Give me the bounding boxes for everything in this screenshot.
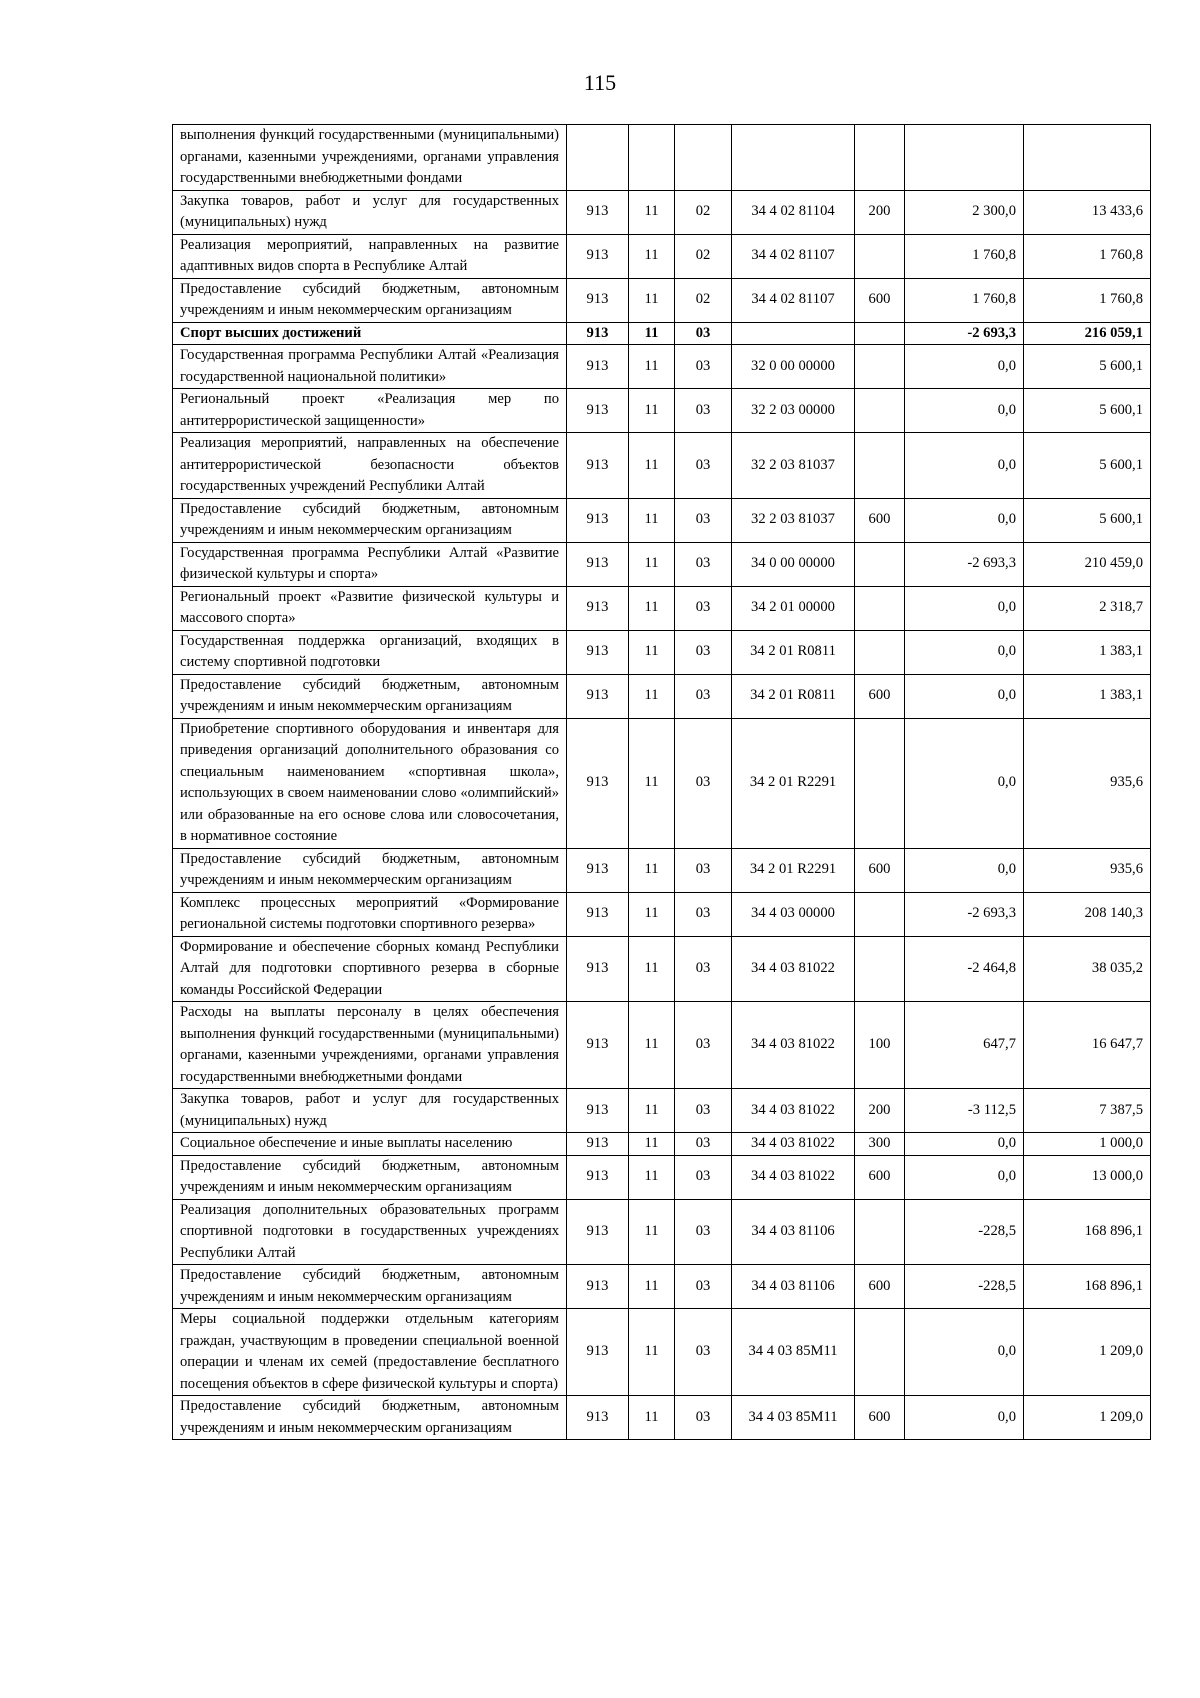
- subsection-code-cell: 03: [675, 345, 732, 389]
- total-amount-cell: 1 383,1: [1024, 630, 1151, 674]
- total-amount-cell: 13 000,0: [1024, 1155, 1151, 1199]
- expense-type-cell: [855, 718, 905, 848]
- target-article-cell: 34 4 03 81022: [732, 1133, 855, 1156]
- expense-type-cell: 600: [855, 1396, 905, 1440]
- change-amount-cell: 0,0: [905, 1133, 1024, 1156]
- subsection-code-cell: 03: [675, 630, 732, 674]
- section-code-cell: 11: [629, 498, 675, 542]
- table-row: [173, 389, 1151, 433]
- department-code-cell: 913: [567, 322, 629, 345]
- expense-type-cell: 600: [855, 278, 905, 322]
- table-row: [173, 936, 1151, 1002]
- subsection-code-cell: 03: [675, 1133, 732, 1156]
- department-code-cell: 913: [567, 389, 629, 433]
- target-article-cell: 34 2 01 R2291: [732, 848, 855, 892]
- table-row: [173, 1155, 1151, 1199]
- change-amount-cell: 1 760,8: [905, 278, 1024, 322]
- target-article-cell: 34 4 03 81022: [732, 1002, 855, 1089]
- expense-type-cell: 100: [855, 1002, 905, 1089]
- subsection-code-cell: 03: [675, 322, 732, 345]
- total-amount-cell: 935,6: [1024, 848, 1151, 892]
- section-code-cell: 11: [629, 892, 675, 936]
- section-code-cell: 11: [629, 190, 675, 234]
- subsection-code-cell: 03: [675, 936, 732, 1002]
- section-code-cell: 11: [629, 389, 675, 433]
- target-article-cell: 34 4 03 85M11: [732, 1309, 855, 1396]
- table-row: [173, 586, 1151, 630]
- target-article-cell: 34 4 03 81022: [732, 1155, 855, 1199]
- section-code-cell: 11: [629, 1396, 675, 1440]
- subsection-code-cell: 02: [675, 234, 732, 278]
- department-code-cell: 913: [567, 674, 629, 718]
- expense-name-cell: Реализация дополнительных образовательных программ спортивной подготовки в государственных учреждениях Республики Алтай: [173, 1199, 567, 1265]
- expense-type-cell: [855, 345, 905, 389]
- total-amount-cell: 1 209,0: [1024, 1396, 1151, 1440]
- expense-name-cell: Приобретение спортивного оборудования и инвентаря для приведения организаций дополнительного образования со специальным наименованием «спортивная школа», использующих в своем наименовании слово «олимпийский» или образованные на его основе слова или словосочетания, в нормативное состояние: [173, 718, 567, 848]
- table-row: [173, 1265, 1151, 1309]
- table-row: [173, 1002, 1151, 1089]
- total-amount-cell: 1 760,8: [1024, 234, 1151, 278]
- target-article-cell: 34 0 00 00000: [732, 542, 855, 586]
- table-row: [173, 1309, 1151, 1396]
- section-code-cell: 11: [629, 630, 675, 674]
- department-code-cell: 913: [567, 1089, 629, 1133]
- expense-name-cell: Социальное обеспечение и иные выплаты населению: [173, 1133, 567, 1156]
- subsection-code-cell: 03: [675, 1155, 732, 1199]
- change-amount-cell: -2 693,3: [905, 542, 1024, 586]
- total-amount-cell: 1 000,0: [1024, 1133, 1151, 1156]
- department-code-cell: 913: [567, 1155, 629, 1199]
- expense-name-cell: Предоставление субсидий бюджетным, автономным учреждениям и иным некоммерческим организациям: [173, 674, 567, 718]
- total-amount-cell: 1 209,0: [1024, 1309, 1151, 1396]
- change-amount-cell: 0,0: [905, 433, 1024, 499]
- target-article-cell: 34 2 01 R0811: [732, 674, 855, 718]
- total-amount-cell: 1 760,8: [1024, 278, 1151, 322]
- page-number: 115: [583, 70, 617, 95]
- department-code-cell: 913: [567, 1396, 629, 1440]
- target-article-cell: 34 4 03 81022: [732, 936, 855, 1002]
- section-code-cell: 11: [629, 542, 675, 586]
- change-amount-cell: 0,0: [905, 345, 1024, 389]
- total-amount-cell: 168 896,1: [1024, 1265, 1151, 1309]
- department-code-cell: 913: [567, 586, 629, 630]
- expense-type-cell: 200: [855, 1089, 905, 1133]
- table-row: [173, 848, 1151, 892]
- subsection-code-cell: 03: [675, 848, 732, 892]
- target-article-cell: 34 4 03 81022: [732, 1089, 855, 1133]
- change-amount-cell: [905, 125, 1024, 191]
- expense-name-cell: выполнения функций государственными (муниципальными) органами, казенными учреждениями, органами управления государственными внебюджетными фондами: [173, 125, 567, 191]
- expense-type-cell: 300: [855, 1133, 905, 1156]
- target-article-cell: 32 2 03 00000: [732, 389, 855, 433]
- expense-name-cell: Предоставление субсидий бюджетным, автономным учреждениям и иным некоммерческим организациям: [173, 1265, 567, 1309]
- department-code-cell: 913: [567, 936, 629, 1002]
- change-amount-cell: 647,7: [905, 1002, 1024, 1089]
- table-row: [173, 1089, 1151, 1133]
- department-code-cell: 913: [567, 1199, 629, 1265]
- total-amount-cell: 5 600,1: [1024, 498, 1151, 542]
- total-amount-cell: [1024, 125, 1151, 191]
- expense-name-cell: Спорт высших достижений: [173, 322, 567, 345]
- expense-type-cell: 600: [855, 1155, 905, 1199]
- section-code-cell: 11: [629, 936, 675, 1002]
- target-article-cell: 34 4 03 81106: [732, 1199, 855, 1265]
- subsection-code-cell: 03: [675, 718, 732, 848]
- subsection-code-cell: 03: [675, 1309, 732, 1396]
- department-code-cell: 913: [567, 892, 629, 936]
- section-code-cell: 11: [629, 234, 675, 278]
- section-code-cell: 11: [629, 1155, 675, 1199]
- expense-name-cell: Формирование и обеспечение сборных команд Республики Алтай для подготовки спортивного резерва в сборные команды Российской Федерации: [173, 936, 567, 1002]
- table-row: [173, 892, 1151, 936]
- department-code-cell: 913: [567, 848, 629, 892]
- expense-type-cell: [855, 1309, 905, 1396]
- total-amount-cell: 5 600,1: [1024, 345, 1151, 389]
- expense-type-cell: [855, 936, 905, 1002]
- target-article-cell: 32 2 03 81037: [732, 498, 855, 542]
- subsection-code-cell: [675, 125, 732, 191]
- expense-name-cell: Реализация мероприятий, направленных на развитие адаптивных видов спорта в Республике Алтай: [173, 234, 567, 278]
- section-code-cell: 11: [629, 1002, 675, 1089]
- change-amount-cell: 2 300,0: [905, 190, 1024, 234]
- department-code-cell: 913: [567, 1265, 629, 1309]
- department-code-cell: [567, 125, 629, 191]
- table-row: [173, 630, 1151, 674]
- section-code-cell: 11: [629, 674, 675, 718]
- subsection-code-cell: 03: [675, 586, 732, 630]
- expense-name-cell: Государственная программа Республики Алтай «Развитие физической культуры и спорта»: [173, 542, 567, 586]
- expense-type-cell: 600: [855, 848, 905, 892]
- subsection-code-cell: 02: [675, 190, 732, 234]
- table-row: [173, 322, 1151, 345]
- expense-name-cell: Государственная поддержка организаций, входящих в систему спортивной подготовки: [173, 630, 567, 674]
- table-row: [173, 1199, 1151, 1265]
- table-row: [173, 125, 1151, 191]
- department-code-cell: 913: [567, 234, 629, 278]
- expense-name-cell: Региональный проект «Развитие физической культуры и массового спорта»: [173, 586, 567, 630]
- department-code-cell: 913: [567, 1133, 629, 1156]
- total-amount-cell: 210 459,0: [1024, 542, 1151, 586]
- change-amount-cell: -228,5: [905, 1199, 1024, 1265]
- department-code-cell: 913: [567, 630, 629, 674]
- department-code-cell: 913: [567, 718, 629, 848]
- subsection-code-cell: 03: [675, 1089, 732, 1133]
- total-amount-cell: 5 600,1: [1024, 389, 1151, 433]
- subsection-code-cell: 03: [675, 1396, 732, 1440]
- department-code-cell: 913: [567, 498, 629, 542]
- department-code-cell: 913: [567, 190, 629, 234]
- expense-type-cell: [855, 892, 905, 936]
- change-amount-cell: -228,5: [905, 1265, 1024, 1309]
- expense-name-cell: Закупка товаров, работ и услуг для государственных (муниципальных) нужд: [173, 1089, 567, 1133]
- target-article-cell: 32 2 03 81037: [732, 433, 855, 499]
- department-code-cell: 913: [567, 542, 629, 586]
- subsection-code-cell: 03: [675, 1002, 732, 1089]
- table-row: [173, 542, 1151, 586]
- change-amount-cell: 0,0: [905, 848, 1024, 892]
- change-amount-cell: -2 464,8: [905, 936, 1024, 1002]
- change-amount-cell: 0,0: [905, 630, 1024, 674]
- section-code-cell: 11: [629, 1089, 675, 1133]
- expense-type-cell: 600: [855, 498, 905, 542]
- expense-name-cell: Предоставление субсидий бюджетным, автономным учреждениям и иным некоммерческим организациям: [173, 498, 567, 542]
- table-row: [173, 345, 1151, 389]
- expense-name-cell: Предоставление субсидий бюджетным, автономным учреждениям и иным некоммерческим организациям: [173, 1155, 567, 1199]
- section-code-cell: 11: [629, 1133, 675, 1156]
- section-code-cell: 11: [629, 1309, 675, 1396]
- total-amount-cell: 16 647,7: [1024, 1002, 1151, 1089]
- expense-type-cell: 600: [855, 1265, 905, 1309]
- table-row: [173, 433, 1151, 499]
- expense-name-cell: Комплекс процессных мероприятий «Формирование региональной системы подготовки спортивного резерва»: [173, 892, 567, 936]
- subsection-code-cell: 03: [675, 433, 732, 499]
- change-amount-cell: 0,0: [905, 586, 1024, 630]
- subsection-code-cell: 03: [675, 1265, 732, 1309]
- total-amount-cell: 13 433,6: [1024, 190, 1151, 234]
- department-code-cell: 913: [567, 345, 629, 389]
- department-code-cell: 913: [567, 1002, 629, 1089]
- budget-table-body: [173, 125, 1151, 1440]
- target-article-cell: 34 4 02 81107: [732, 234, 855, 278]
- expense-type-cell: [855, 322, 905, 345]
- table-row: [173, 674, 1151, 718]
- table-row: [173, 234, 1151, 278]
- table-row: [173, 498, 1151, 542]
- total-amount-cell: 216 059,1: [1024, 322, 1151, 345]
- total-amount-cell: 208 140,3: [1024, 892, 1151, 936]
- table-row: [173, 1133, 1151, 1156]
- target-article-cell: [732, 322, 855, 345]
- target-article-cell: 34 2 01 R0811: [732, 630, 855, 674]
- table-row: [173, 278, 1151, 322]
- section-code-cell: 11: [629, 322, 675, 345]
- expense-name-cell: Меры социальной поддержки отдельным категориям граждан, участвующим в проведении специальной военной операции и членам их семей (предоставление бесплатного посещения объектов в сфере физической культуры и спорта): [173, 1309, 567, 1396]
- total-amount-cell: 5 600,1: [1024, 433, 1151, 499]
- change-amount-cell: 1 760,8: [905, 234, 1024, 278]
- target-article-cell: 34 4 03 85M11: [732, 1396, 855, 1440]
- expense-name-cell: Региональный проект «Реализация мер по антитеррористической защищенности»: [173, 389, 567, 433]
- subsection-code-cell: 03: [675, 542, 732, 586]
- target-article-cell: 34 4 03 81106: [732, 1265, 855, 1309]
- target-article-cell: 34 2 01 R2291: [732, 718, 855, 848]
- table-row: [173, 718, 1151, 848]
- section-code-cell: 11: [629, 848, 675, 892]
- expense-type-cell: 600: [855, 674, 905, 718]
- department-code-cell: 913: [567, 1309, 629, 1396]
- target-article-cell: [732, 125, 855, 191]
- subsection-code-cell: 02: [675, 278, 732, 322]
- expense-type-cell: 200: [855, 190, 905, 234]
- change-amount-cell: -2 693,3: [905, 322, 1024, 345]
- expense-name-cell: Расходы на выплаты персоналу в целях обеспечения выполнения функций государственными (муниципальными) органами, казенными учреждениями, органами управления государственными внебюджетными фондами: [173, 1002, 567, 1089]
- section-code-cell: 11: [629, 1199, 675, 1265]
- section-code-cell: 11: [629, 433, 675, 499]
- total-amount-cell: 38 035,2: [1024, 936, 1151, 1002]
- target-article-cell: 34 4 03 00000: [732, 892, 855, 936]
- change-amount-cell: 0,0: [905, 718, 1024, 848]
- subsection-code-cell: 03: [675, 892, 732, 936]
- section-code-cell: 11: [629, 345, 675, 389]
- department-code-cell: 913: [567, 278, 629, 322]
- target-article-cell: 34 4 02 81107: [732, 278, 855, 322]
- expense-type-cell: [855, 389, 905, 433]
- expense-type-cell: [855, 542, 905, 586]
- target-article-cell: 34 2 01 00000: [732, 586, 855, 630]
- section-code-cell: 11: [629, 586, 675, 630]
- expense-type-cell: [855, 1199, 905, 1265]
- section-code-cell: 11: [629, 278, 675, 322]
- expense-name-cell: Закупка товаров, работ и услуг для государственных (муниципальных) нужд: [173, 190, 567, 234]
- department-code-cell: 913: [567, 433, 629, 499]
- change-amount-cell: 0,0: [905, 498, 1024, 542]
- table-row: [173, 1396, 1151, 1440]
- total-amount-cell: 168 896,1: [1024, 1199, 1151, 1265]
- target-article-cell: 34 4 02 81104: [732, 190, 855, 234]
- subsection-code-cell: 03: [675, 389, 732, 433]
- expense-name-cell: Предоставление субсидий бюджетным, автономным учреждениям и иным некоммерческим организациям: [173, 278, 567, 322]
- total-amount-cell: 1 383,1: [1024, 674, 1151, 718]
- expense-type-cell: [855, 234, 905, 278]
- expense-type-cell: [855, 125, 905, 191]
- change-amount-cell: -3 112,5: [905, 1089, 1024, 1133]
- section-code-cell: [629, 125, 675, 191]
- target-article-cell: 32 0 00 00000: [732, 345, 855, 389]
- section-code-cell: 11: [629, 718, 675, 848]
- subsection-code-cell: 03: [675, 1199, 732, 1265]
- expense-name-cell: Предоставление субсидий бюджетным, автономным учреждениям и иным некоммерческим организациям: [173, 848, 567, 892]
- change-amount-cell: 0,0: [905, 1309, 1024, 1396]
- change-amount-cell: -2 693,3: [905, 892, 1024, 936]
- change-amount-cell: 0,0: [905, 389, 1024, 433]
- expense-name-cell: Предоставление субсидий бюджетным, автономным учреждениям и иным некоммерческим организациям: [173, 1396, 567, 1440]
- total-amount-cell: 935,6: [1024, 718, 1151, 848]
- expense-name-cell: Государственная программа Республики Алтай «Реализация государственной национальной политики»: [173, 345, 567, 389]
- subsection-code-cell: 03: [675, 674, 732, 718]
- expense-name-cell: Реализация мероприятий, направленных на обеспечение антитеррористической безопасности объектов государственных учреждений Республики Алтай: [173, 433, 567, 499]
- change-amount-cell: 0,0: [905, 674, 1024, 718]
- expense-type-cell: [855, 630, 905, 674]
- change-amount-cell: 0,0: [905, 1396, 1024, 1440]
- expense-type-cell: [855, 586, 905, 630]
- subsection-code-cell: 03: [675, 498, 732, 542]
- expense-type-cell: [855, 433, 905, 499]
- total-amount-cell: 7 387,5: [1024, 1089, 1151, 1133]
- total-amount-cell: 2 318,7: [1024, 586, 1151, 630]
- change-amount-cell: 0,0: [905, 1155, 1024, 1199]
- table-row: [173, 190, 1151, 234]
- budget-table: [172, 124, 1151, 1440]
- section-code-cell: 11: [629, 1265, 675, 1309]
